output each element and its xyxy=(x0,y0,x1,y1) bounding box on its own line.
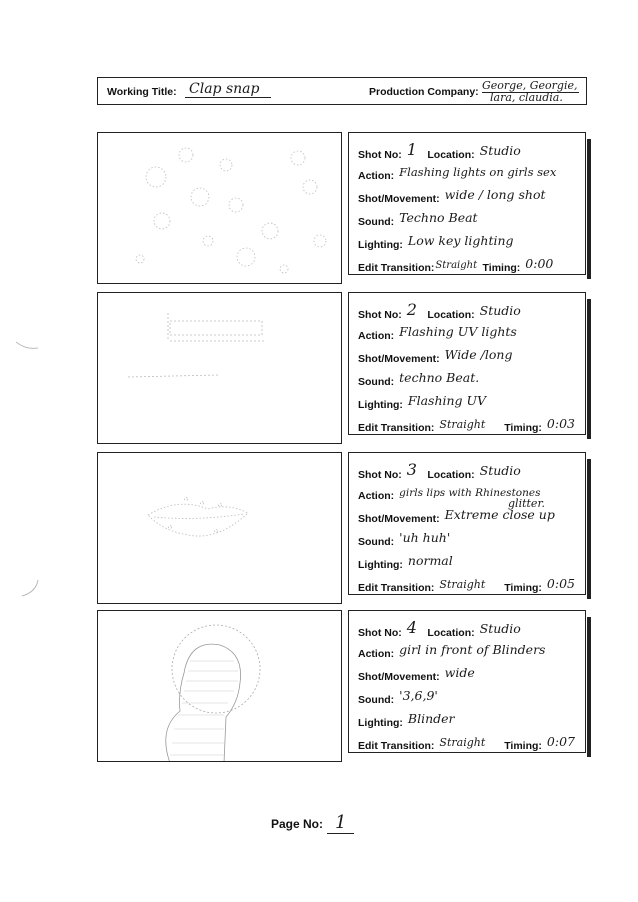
shot-movement-label: Shot/Movement: xyxy=(358,513,440,525)
edit-transition-value: Straight xyxy=(439,736,486,749)
sound-label: Sound: xyxy=(358,376,395,388)
production-company-label: Production Company: xyxy=(369,86,479,98)
location-value: Studio xyxy=(479,621,521,636)
shot-no-label: Shot No: xyxy=(358,469,402,481)
shot-info-3 xyxy=(348,452,586,595)
location-value: Studio xyxy=(479,303,521,318)
shot-no-value: 1 xyxy=(406,140,417,159)
location-label: Location: xyxy=(427,309,475,321)
timing-value: 0:03 xyxy=(546,416,575,431)
margin-scan-mark xyxy=(18,578,40,598)
edit-transition-label: Edit Transition: xyxy=(358,422,435,434)
sketch-flashing-lights xyxy=(98,133,342,284)
action-value: Flashing lights on girls sex xyxy=(399,165,557,179)
shot-no-label: Shot No: xyxy=(358,149,402,161)
shot-movement-value: wide / long shot xyxy=(444,187,546,202)
page-number xyxy=(271,812,354,833)
production-company-line1: George, Georgie, xyxy=(482,79,578,92)
action-value-continued: glitter. xyxy=(508,497,545,510)
lighting-value: Low key lighting xyxy=(407,233,514,248)
timing-group xyxy=(504,731,575,752)
location-label: Location: xyxy=(427,627,475,639)
working-title-value: Clap snap xyxy=(185,81,271,98)
edit-transition-value: Straight xyxy=(439,418,486,431)
lighting-label: Lighting: xyxy=(358,717,403,729)
shot-movement-value: Extreme close up xyxy=(444,507,555,522)
timing-group xyxy=(504,413,575,434)
shot-no-value: 2 xyxy=(406,300,417,319)
storyboard-frame-4 xyxy=(97,610,342,762)
shot-movement-value: wide xyxy=(444,665,475,680)
sound-label: Sound: xyxy=(358,216,395,228)
sketch-lips xyxy=(98,453,342,604)
action-label: Action: xyxy=(358,170,395,182)
location-label: Location: xyxy=(427,469,475,481)
timing-label: Timing: xyxy=(504,740,542,752)
timing-label: Timing: xyxy=(504,582,542,594)
sketch-girl-silhouette xyxy=(98,611,342,762)
action-value: girls lips with Rhinestones xyxy=(399,487,541,499)
production-company-line2: lara, claudia. xyxy=(482,92,563,105)
timing-label: Timing: xyxy=(504,422,542,434)
location-value: Studio xyxy=(479,463,521,478)
sound-value: techno Beat. xyxy=(399,370,480,385)
location-value: Studio xyxy=(479,143,521,158)
shot-movement-label: Shot/Movement: xyxy=(358,353,440,365)
timing-group xyxy=(504,573,575,594)
working-title-label: Working Title: xyxy=(107,86,177,98)
lighting-label: Lighting: xyxy=(358,559,403,571)
action-label: Action: xyxy=(358,490,395,502)
action-label: Action: xyxy=(358,648,395,660)
shot-movement-label: Shot/Movement: xyxy=(358,193,440,205)
shot-info-1 xyxy=(348,132,586,275)
lighting-label: Lighting: xyxy=(358,239,403,251)
action-value: girl in front of Blinders xyxy=(399,642,546,657)
page-no-label: Page No: xyxy=(271,817,324,831)
edit-transition-value: Straight xyxy=(435,260,478,271)
storyboard-frame-2 xyxy=(97,292,342,444)
shot-no-label: Shot No: xyxy=(358,627,402,639)
lighting-value: Flashing UV xyxy=(407,393,487,408)
shot-movement-label: Shot/Movement: xyxy=(358,671,440,683)
edit-transition-label: Edit Transition: xyxy=(358,740,435,752)
shot-no-value: 4 xyxy=(406,618,417,637)
sound-value: 'uh huh' xyxy=(399,530,451,545)
page-no-value: 1 xyxy=(327,812,354,834)
shot-no-value: 3 xyxy=(406,460,417,479)
edit-transition-label: Edit Transition: xyxy=(358,582,435,594)
location-label: Location: xyxy=(427,149,475,161)
timing-label: Timing: xyxy=(482,262,521,274)
timing-value: 0:00 xyxy=(525,256,554,271)
shot-info-2 xyxy=(348,292,586,435)
sound-label: Sound: xyxy=(358,536,395,548)
shot-info-4 xyxy=(348,610,586,753)
shot-movement-value: Wide /long xyxy=(444,347,513,362)
sketch-uv-lights xyxy=(98,293,342,444)
margin-scan-mark xyxy=(14,340,40,354)
sound-value: '3,6,9' xyxy=(399,688,438,703)
action-label: Action: xyxy=(358,330,395,342)
lighting-label: Lighting: xyxy=(358,399,403,411)
header-box xyxy=(97,77,587,105)
action-value: Flashing UV lights xyxy=(399,324,517,339)
lighting-value: Blinder xyxy=(407,711,455,726)
storyboard-frame-1 xyxy=(97,132,342,284)
storyboard-frame-3 xyxy=(97,452,342,604)
timing-value: 0:07 xyxy=(546,734,575,749)
edit-transition-label: Edit Transition: xyxy=(358,262,435,274)
sound-value: Techno Beat xyxy=(399,210,478,225)
sound-label: Sound: xyxy=(358,694,395,706)
shot-no-label: Shot No: xyxy=(358,309,402,321)
lighting-value: normal xyxy=(407,553,453,568)
edit-transition-value: Straight xyxy=(439,578,486,591)
timing-value: 0:05 xyxy=(546,576,575,591)
